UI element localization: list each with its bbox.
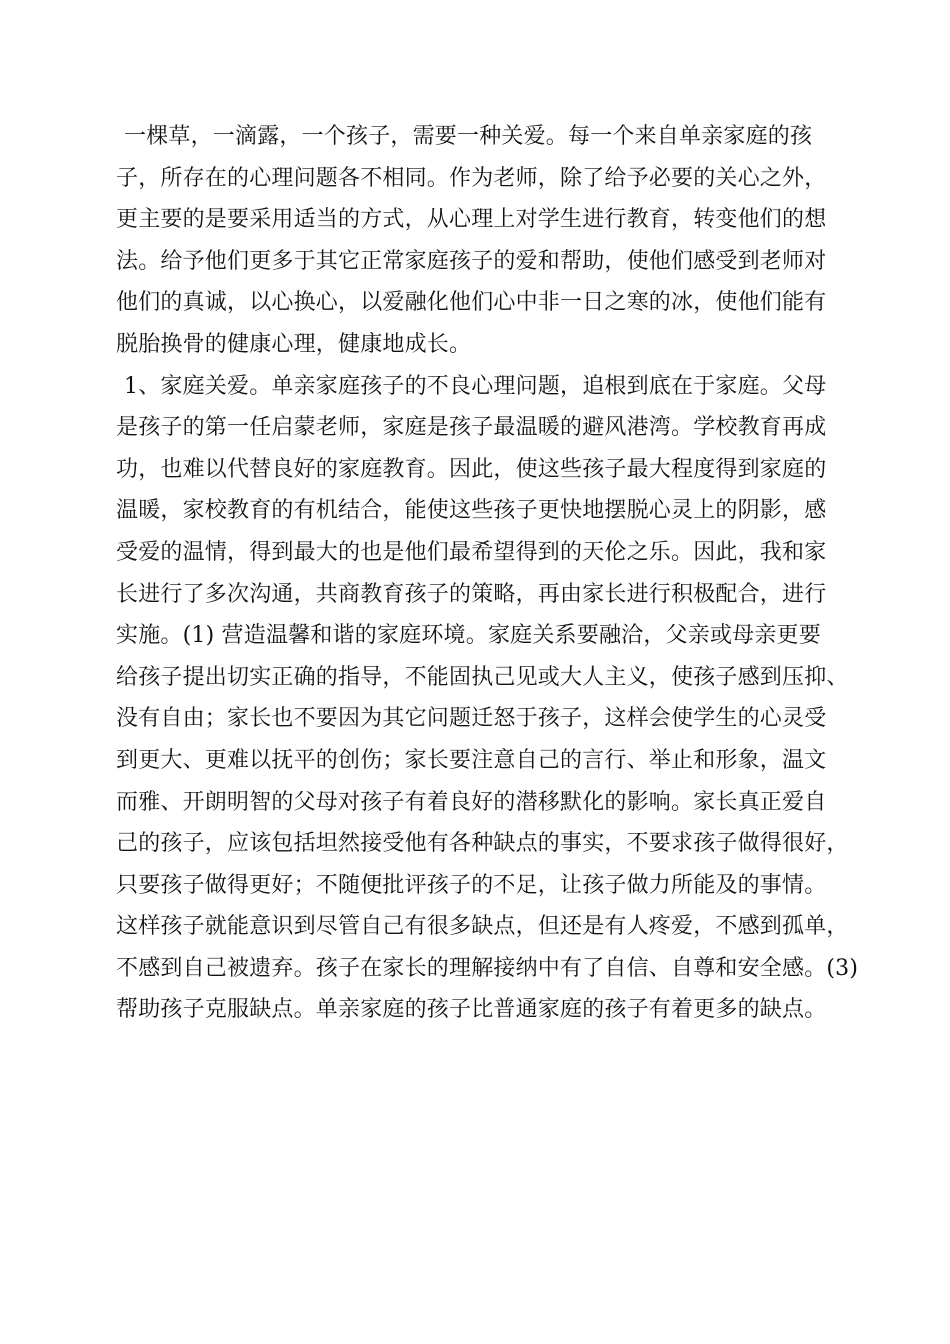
paragraph-1-line-4: 法。给予他们更多于其它正常家庭孩子的爱和帮助，使他们感受到老师对	[116, 248, 827, 274]
paragraph-2-line-15: 不感到自己被遗弃。孩子在家长的理解接纳中有了自信、自尊和安全感。(3)	[116, 955, 859, 981]
paragraph-2-line-9: 没有自由；家长也不要因为其它问题迁怒于孩子，这样会使学生的心灵受	[116, 706, 827, 732]
paragraph-2-line-12: 己的孩子，应该包括坦然接受他有各种缺点的事实，不要求孩子做得很好，	[116, 831, 849, 857]
paragraph-2-line-7: 实施。(1) 营造温馨和谐的家庭环境。家庭关系要融洽，父亲或母亲更要	[116, 623, 821, 649]
paragraph-2-line-13: 只要孩子做得更好；不随便批评孩子的不足，让孩子做力所能及的事情。	[116, 872, 827, 898]
paragraph-2-line-14: 这样孩子就能意识到尽管自己有很多缺点，但还是有人疼爱，不感到孤单，	[116, 914, 849, 940]
paragraph-1-line-1: 一棵草，一滴露，一个孩子，需要一种关爱。每一个来自单亲家庭的孩	[124, 124, 813, 149]
paragraph-1-line-6: 脱胎换骨的健康心理，健康地成长。	[116, 331, 472, 357]
paragraph-1-line-3: 更主要的是要采用适当的方式，从心理上对学生进行教育，转变他们的想	[116, 207, 827, 233]
paragraph-2-line-6: 长进行了多次沟通，共商教育孩子的策略，再由家长进行积极配合，进行	[116, 581, 827, 607]
paragraph-1-line-2: 子，所存在的心理问题各不相同。作为老师，除了给予必要的关心之外，	[116, 165, 827, 191]
paragraph-2-line-11: 而雅、开朗明智的父母对孩子有着良好的潜移默化的影响。家长真正爱自	[116, 789, 827, 815]
paragraph-2-line-4: 温暖，家校教育的有机结合，能使这些孩子更快地摆脱心灵上的阴影，感	[116, 498, 827, 524]
paragraph-2-line-3: 功，也难以代替良好的家庭教育。因此，使这些孩子最大程度得到家庭的	[116, 456, 827, 482]
paragraph-2-line-5: 受爱的温情，得到最大的也是他们最希望得到的天伦之乐。因此，我和家	[116, 539, 827, 565]
paragraph-1-line-5: 他们的真诚，以心换心，以爱融化他们心中非一日之寒的冰，使他们能有	[116, 290, 827, 316]
paragraph-2-line-10: 到更大、更难以抚平的创伤；家长要注意自己的言行、举止和形象，温文	[116, 747, 827, 773]
paragraph-2-line-8: 给孩子提出切实正确的指导，不能固执己见或大人主义，使孩子感到压抑、	[116, 664, 849, 690]
paragraph-2-line-2: 是孩子的第一任启蒙老师，家庭是孩子最温暖的避风港湾。学校教育再成	[116, 415, 827, 441]
document-body	[116, 116, 859, 1031]
paragraph-2-line-16: 帮助孩子克服缺点。单亲家庭的孩子比普通家庭的孩子有着更多的缺点。	[116, 997, 827, 1023]
paragraph-2-line-1: 1、家庭关爱。单亲家庭孩子的不良心理问题，追根到底在于家庭。父母	[124, 373, 827, 399]
